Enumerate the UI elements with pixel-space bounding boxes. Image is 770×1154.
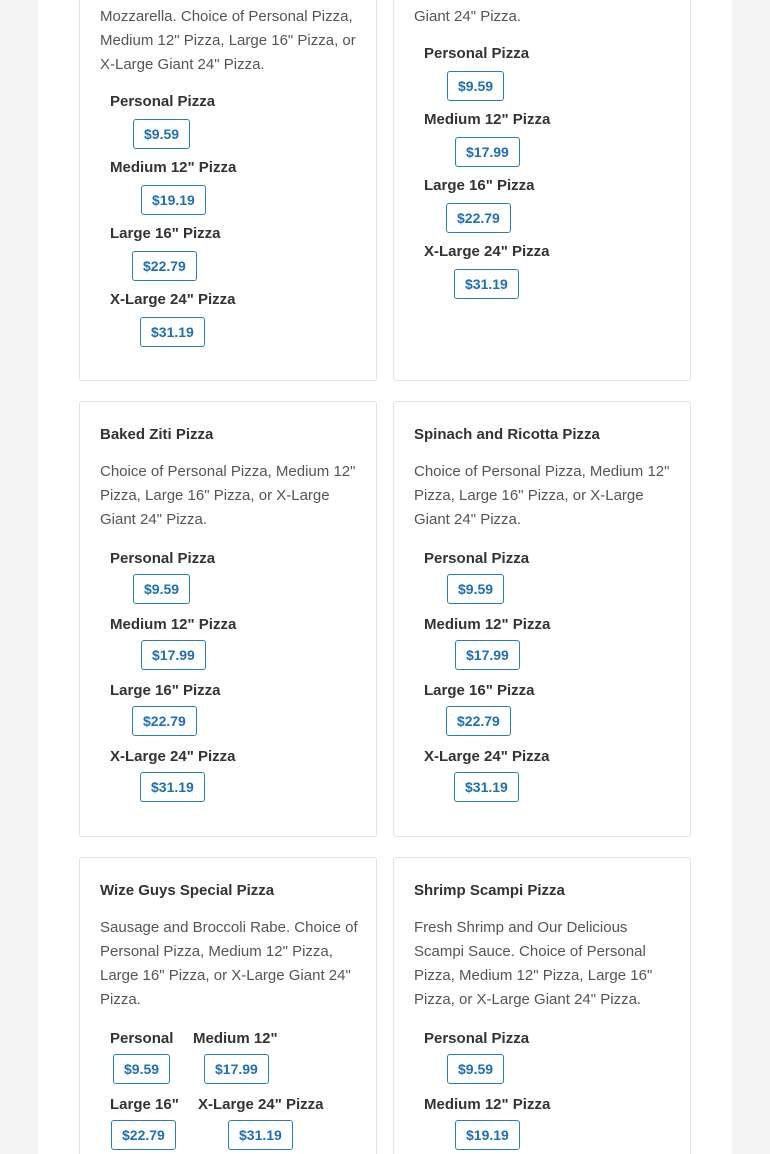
option-label: Personal [110, 1030, 174, 1047]
price-button[interactable]: $31.19 [140, 317, 205, 347]
price-button[interactable]: $31.19 [228, 1120, 293, 1150]
menu-page [38, 0, 732, 1154]
option-label: X-Large 24" Pizza [424, 243, 550, 260]
price-button[interactable]: $19.19 [141, 185, 206, 215]
price-button[interactable]: $31.19 [140, 772, 205, 802]
price-button[interactable]: $9.59 [133, 574, 190, 604]
price-button[interactable]: $17.99 [141, 640, 206, 670]
card-description: Sausage and Broccoli Rabe. Choice of Personal Pizza, Medium 12" Pizza, Large 16" Pizza, or X-Large Giant 24" Pizza. [100, 919, 358, 1008]
price-button[interactable]: $22.79 [446, 203, 511, 233]
option-label: Medium 12" Pizza [110, 616, 237, 633]
option-label: Personal Pizza [424, 1030, 530, 1047]
option-label: Personal Pizza [110, 550, 216, 567]
price-button[interactable]: $9.59 [447, 71, 504, 101]
card-title: Spinach and Ricotta Pizza [414, 426, 600, 443]
menu-card [79, 857, 377, 1154]
option-label: X-Large 24" Pizza [110, 291, 236, 308]
card-title: Shrimp Scampi Pizza [414, 882, 565, 899]
price-button[interactable]: $17.99 [204, 1054, 269, 1084]
menu-card [79, 401, 377, 837]
option-label: Large 16" Pizza [110, 682, 221, 699]
option-label: X-Large 24" Pizza [198, 1096, 324, 1113]
option-label: Medium 12" [193, 1030, 278, 1047]
option-label: X-Large 24" Pizza [424, 748, 550, 765]
price-button[interactable]: $19.19 [455, 1120, 520, 1150]
menu-card [393, 857, 691, 1154]
option-label: Large 16" Pizza [424, 682, 535, 699]
option-label: Personal Pizza [110, 93, 216, 110]
price-button[interactable]: $22.79 [132, 251, 197, 281]
option-label: Medium 12" Pizza [110, 159, 237, 176]
price-button[interactable]: $9.59 [447, 1054, 504, 1084]
option-label: Personal Pizza [424, 550, 530, 567]
card-description: Choice of Personal Pizza, Medium 12" Pizza, Large 16" Pizza, or X-Large Giant 24" Pizza. [100, 463, 356, 528]
price-button[interactable]: $17.99 [455, 137, 520, 167]
menu-card [393, 0, 691, 381]
price-button[interactable]: $17.99 [455, 640, 520, 670]
price-button[interactable]: $22.79 [132, 706, 197, 736]
option-label: Large 16" Pizza [424, 177, 535, 194]
card-description: Mozzarella. Choice of Personal Pizza, Medium 12" Pizza, Large 16" Pizza, or X-Large Giant 24" Pizza. [100, 8, 356, 73]
price-button[interactable]: $31.19 [454, 269, 519, 299]
option-label: X-Large 24" Pizza [110, 748, 236, 765]
option-label: Medium 12" Pizza [424, 111, 551, 128]
price-button[interactable]: $22.79 [111, 1120, 176, 1150]
price-button[interactable]: $22.79 [446, 706, 511, 736]
price-button[interactable]: $9.59 [447, 574, 504, 604]
card-title: Baked Ziti Pizza [100, 426, 214, 443]
menu-card [393, 401, 691, 837]
option-label: Medium 12" Pizza [424, 616, 551, 633]
option-label: Medium 12" Pizza [424, 1096, 551, 1113]
card-description: Choice of Personal Pizza, Medium 12" Pizza, Large 16" Pizza, or X-Large Giant 24" Pizza. [414, 463, 670, 528]
price-button[interactable]: $31.19 [454, 772, 519, 802]
option-label: Large 16" Pizza [110, 225, 221, 242]
card-description: Fresh Shrimp and Our Delicious Scampi Sauce. Choice of Personal Pizza, Medium 12" Pizza, Large 16" Pizza, or X-Large Giant 24" Pizza. [414, 919, 653, 1008]
card-description: Giant 24" Pizza. [414, 8, 522, 25]
price-button[interactable]: $9.59 [133, 119, 190, 149]
option-label: Personal Pizza [424, 45, 530, 62]
card-title: Wize Guys Special Pizza [100, 882, 275, 899]
option-label: Large 16" [110, 1096, 179, 1113]
price-button[interactable]: $9.59 [113, 1054, 170, 1084]
menu-card [79, 0, 377, 381]
